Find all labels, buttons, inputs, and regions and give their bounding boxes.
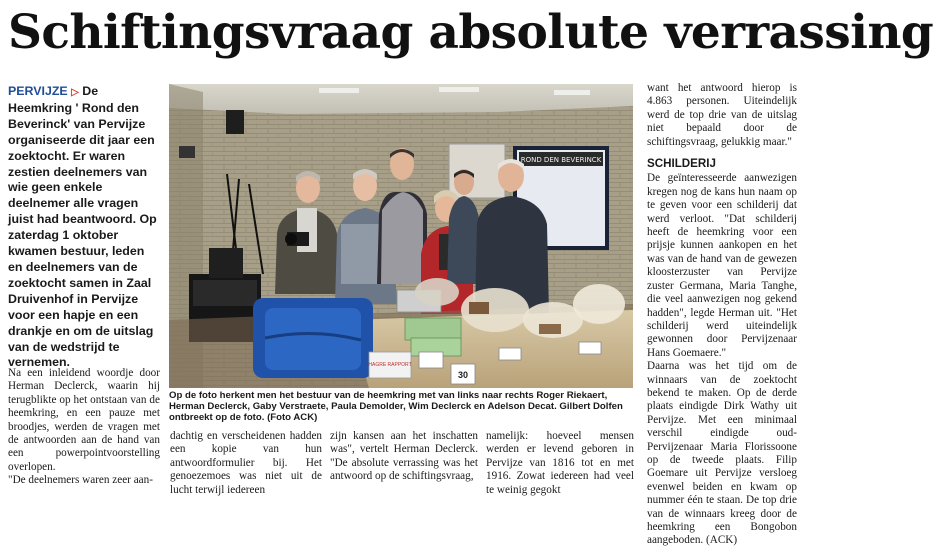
lead-text: De Heemkring ' Rond den Beverinck' van Pervijze organiseerde dit jaar een zoektocht. Er waren zestien deelnemers van wie geen enkele deelnemer alle vragen juist had beantwoord. Op zaterdag 1 oktober kwamen bestuur, leden en deelnemers van de zoektocht samen in Zaal Druivenhof in Pervijze voor een hapje en een drankje en om de uitslag van de wedstrijd te vernemen.: [8, 84, 157, 370]
photo-caption: Op de foto herkent men het bestuur van de heemkring met van links naar rechts Roger Riekaert, Herman Declerck, Gaby Verstraete, Paula Demolder, Wim Declerck en Adelson Decat. Gilbert Dolfen ontbreekt op de foto. (Foto ACK): [169, 390, 623, 424]
paragraph: want het antwoord hierop is 4.863 personen. Uiteindelijk werd de top drie van de uitslag niet bepaald door de schiftingsvraag, gelukkig maar.": [647, 82, 797, 148]
headline: Schiftingsvraag absolute verrassing: [8, 5, 933, 60]
prize-tag-number: 30: [457, 370, 469, 380]
paragraph: Daarna was het tijd om de winnaars van de zoektocht bekend te maken. Op de derde plaats eindigde Dirk Wathy uit Pervijze. Met een minimaal verschil eindigde oud-Pervijzenaar Maria Florissoone op de tweede plaats. Filip Goemare uit Pervijze versloeg evenwel beiden en kwam op nummer één te staan. De top drie van de winnaars kreeg door de heemkring een Bongobon aangeboden. (ACK): [647, 360, 797, 547]
dateline-arrow-icon: ▷: [71, 87, 79, 98]
projection-screen-text: ROND DEN BEVERINCK: [520, 156, 602, 164]
group-photo: [169, 84, 633, 388]
paragraph: zijn kansen aan het inschatten was", vertelt Herman Declerck. "De absolute verrassing was het antwoord op de schiftingsvraag,: [330, 430, 478, 483]
column-3: [330, 430, 478, 484]
lead-paragraph: [8, 84, 160, 371]
paragraph: De geïnteresseerde aanwezigen kregen nog de kans hun naam op te geven voor een schilderij dat werd verloot. "Dat schilderij heeft de heemkring voor een prijsje kunnen aankopen en het was van de hand van de gewezen kloosterzuster van Pervijze zuster Germana, Maria Tanghe, die veel aanwezigen nog gekend hadden", legde Herman uit. "Het schilderij werd uiteindelijk gewonnen door Pervijzenaar Hans Goemaere.": [647, 172, 797, 359]
column-5: [647, 82, 797, 548]
dateline-place: PERVIJZE: [8, 84, 68, 98]
column-4: [486, 430, 634, 497]
column-1: [8, 367, 160, 488]
box-label-text: HAGRE RAPPORT: [368, 362, 412, 368]
paragraph: Na een inleidend woordje door Herman Declerck, waarin hij terugblikte op het ontstaan van de heemkring, en een pauze met broodjes, werden de vragen met de antwoorden aan de hand van een powerpointvoorstelling overlopen.: [8, 367, 160, 473]
column-2: [170, 430, 322, 497]
subheading: SCHILDERIJ: [647, 157, 716, 171]
paragraph: namelijk: hoeveel mensen werden er levend geboren in Pervijze van 1816 tot en met 1916. Zowat iedereen had veel te weinig gegokt: [486, 430, 634, 496]
paragraph: "De deelnemers waren zeer aan-: [8, 474, 153, 487]
paragraph: dachtig en verscheidenen hadden een kopie van hun antwoordformulier bij. Het genoezemoes was niet uit de lucht terwijl iedereen: [170, 430, 322, 496]
